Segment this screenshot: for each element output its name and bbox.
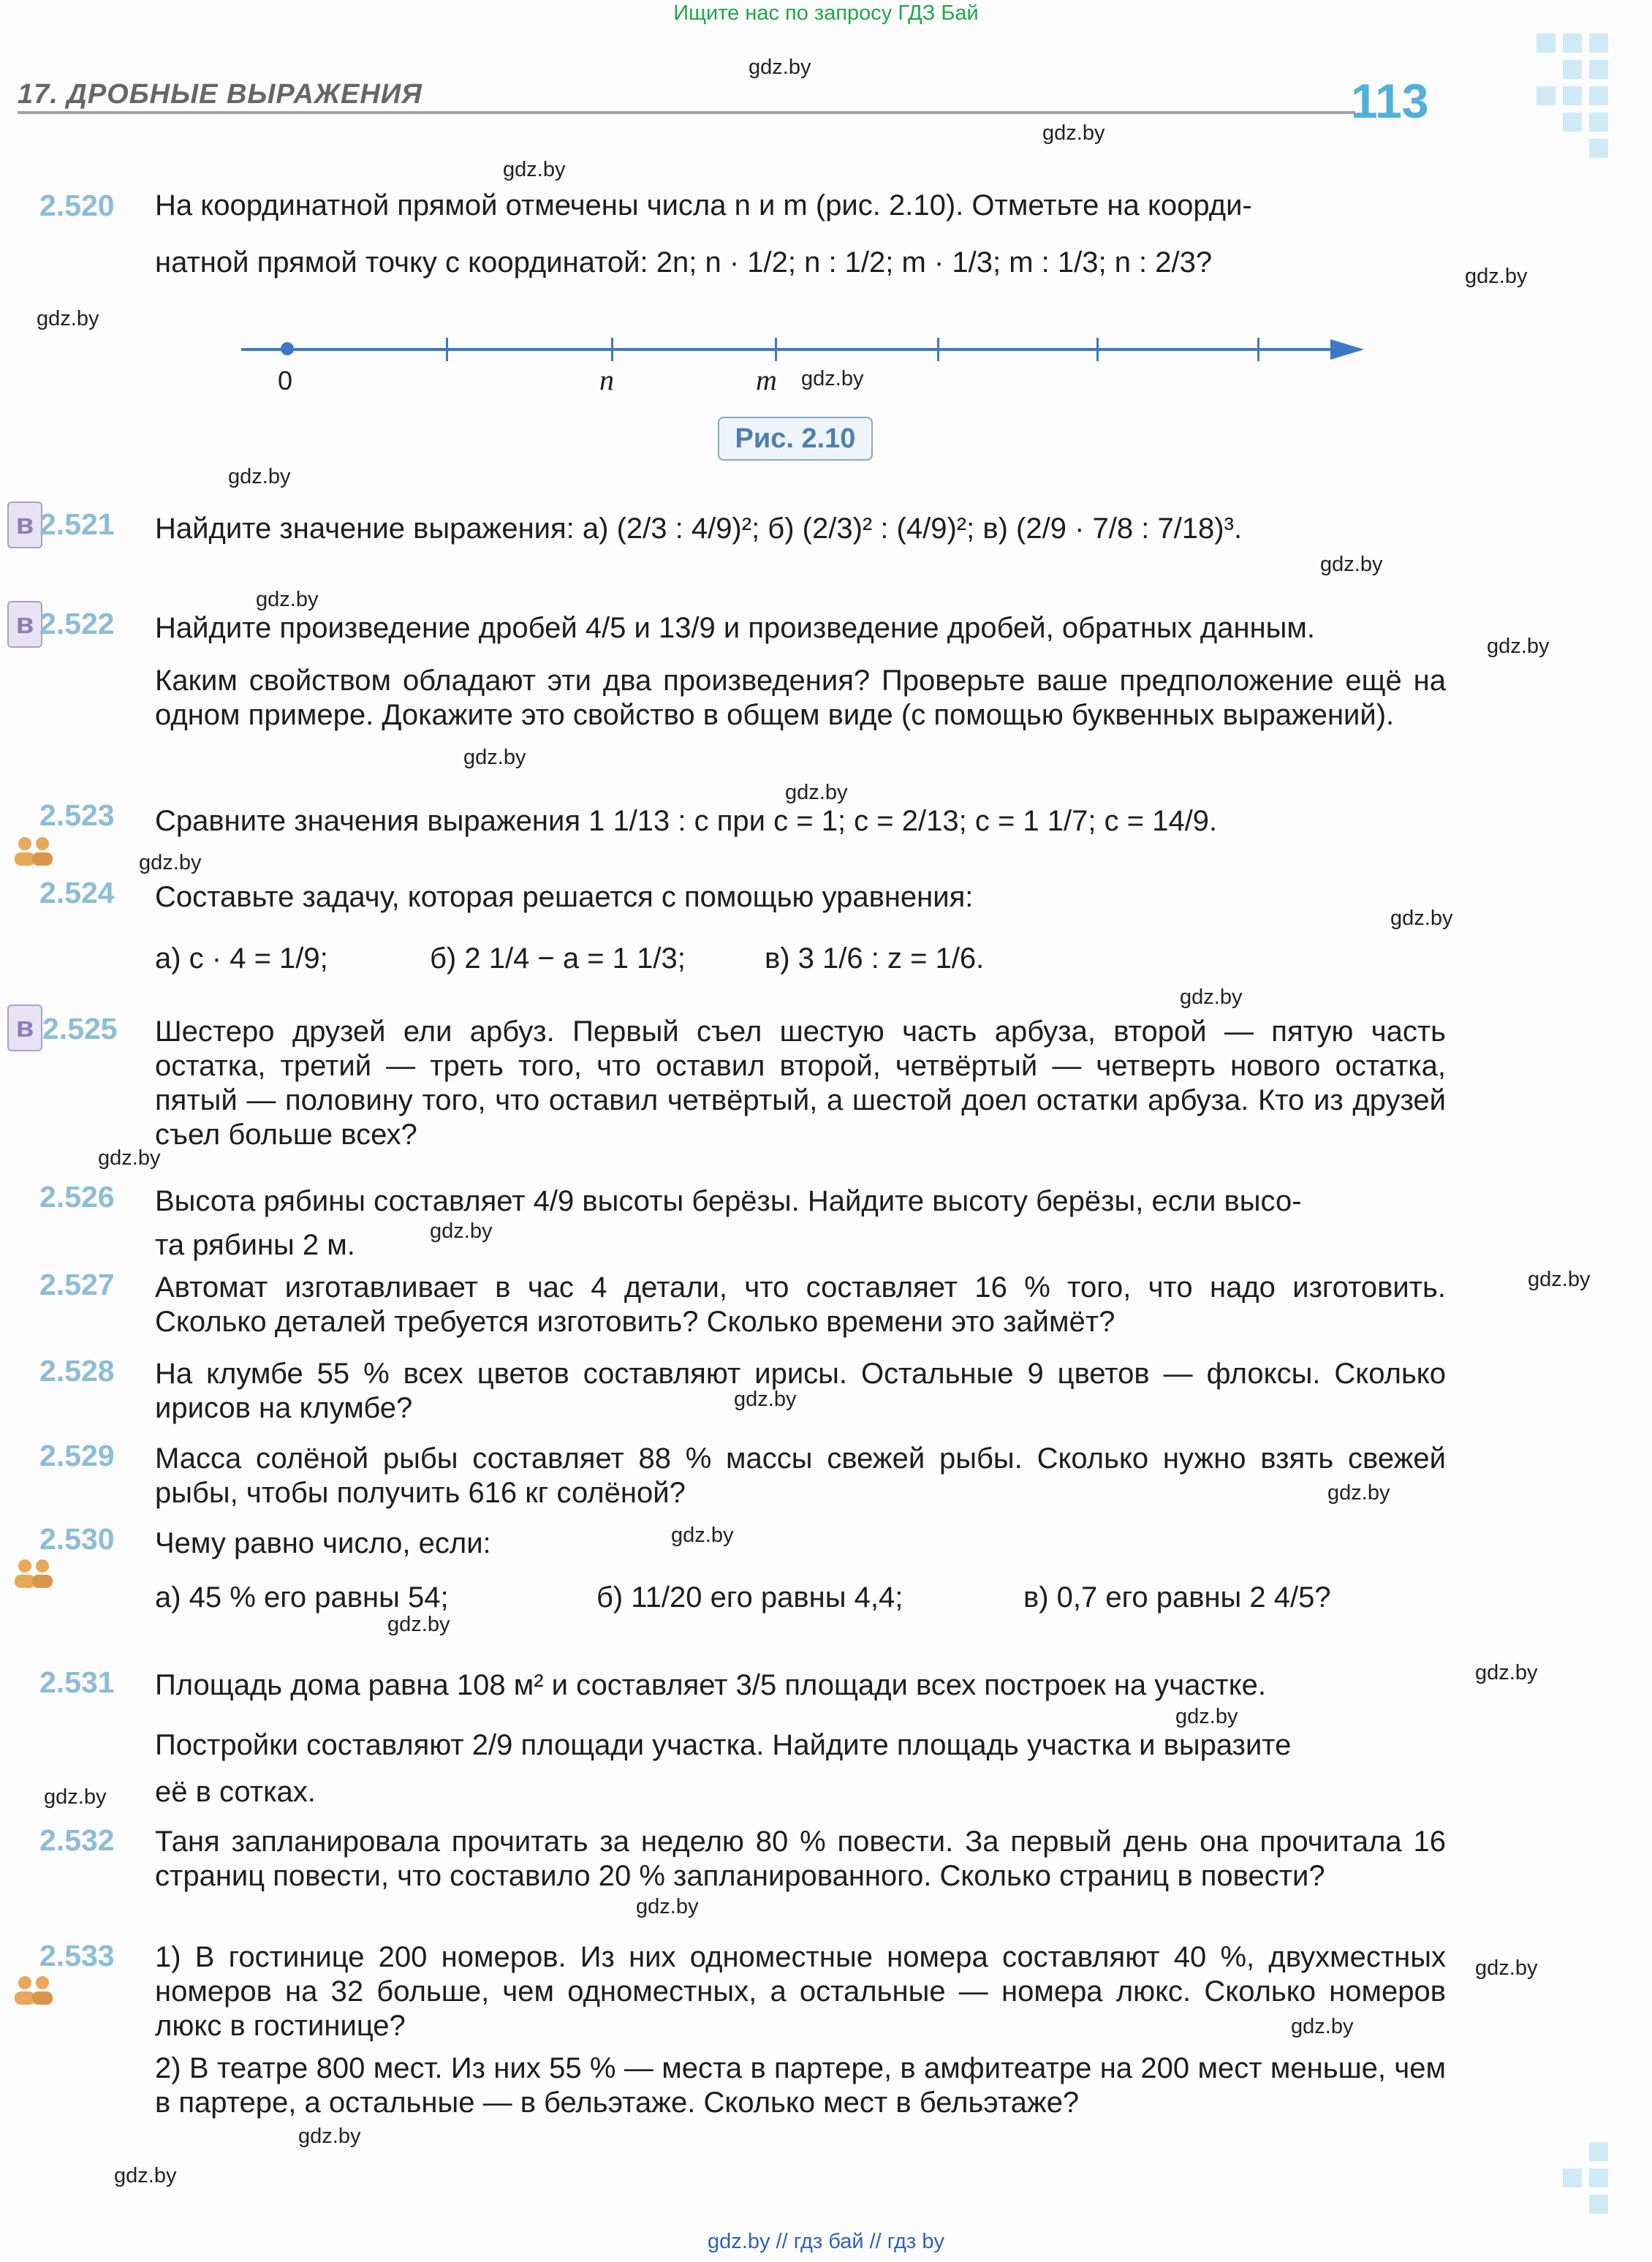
problem-2532-text: Таня запланировала прочитать за неделю 80 % повести. За первый день она прочитала 16 страниц повести, что составило 20 % запланированного. Сколько страниц в повести? — [155, 1826, 1446, 1892]
problem-2533-part2: 2) В театре 800 мест. Из них 55 % — места в партере, в амфитеатре на 200 мест меньше, чем в партере, а остальные — в бельэтаже. Сколько мест в бельэтаже? — [155, 2052, 1446, 2119]
watermark: gdz.by — [256, 588, 319, 611]
axis-tick — [937, 338, 939, 361]
label-n: n — [599, 363, 614, 396]
bookmark-icon: в — [7, 502, 42, 548]
problem-2522-line1: Найдите произведение дробей 4/5 и 13/9 и произведение дробей, обратных данным. — [155, 612, 1316, 644]
problem-2523-text: Сравните значения выражения 1 1/13 : c при c = 1; c = 2/13; c = 1 1/7; c = 14/9. — [155, 805, 1218, 837]
header-divider — [18, 111, 1355, 114]
watermark: gdz.by — [785, 781, 848, 804]
watermark: gdz.by — [228, 465, 291, 488]
watermark: gdz.by — [139, 851, 202, 874]
problem-2530-b: б) 11/20 его равны 4,4; — [596, 1581, 903, 1614]
pair-work-icon — [10, 1974, 57, 2006]
problem-number: 2.523 — [39, 798, 115, 832]
watermark: gdz.by — [114, 2164, 177, 2187]
axis-tick — [446, 338, 448, 361]
problem-2524-c: в) 3 1/6 : z = 1/6. — [765, 942, 985, 975]
problem-number: 2.521 — [39, 507, 115, 541]
watermark: gdz.by — [44, 1785, 107, 1809]
section-title: 17. ДРОБНЫЕ ВЫРАЖЕНИЯ — [18, 79, 423, 110]
watermark: gdz.by — [1180, 986, 1243, 1009]
number-line-axis — [241, 348, 1330, 351]
problem-2521-text: Найдите значение выражения: а) (2/3 : 4/9)²; б) (2/3)² : (4/9)²; в) (2/9 · 7/8 : 7/18)³. — [155, 512, 1243, 545]
problem-2529-text: Масса солёной рыбы составляет 88 % массы свежей рыбы. Сколько нужно взять свежей рыбы, чтобы получить 616 кг солёной? — [155, 1442, 1446, 1509]
problem-number: 2.532 — [39, 1823, 115, 1857]
watermark: gdz.by — [734, 1388, 797, 1411]
problem-number: 2.520 — [39, 189, 115, 222]
problem-2522-rest: Каким свойством обладают эти два произведения? Проверьте ваше предположение ещё на одном примере. Докажите это свойство в общем виде (с помощью буквенных выражений). — [155, 665, 1446, 731]
watermark: gdz.by — [1390, 907, 1453, 930]
watermark: gdz.by — [749, 56, 811, 79]
problem-number: 2.533 — [39, 1939, 115, 1972]
watermark: gdz.by — [1528, 1268, 1591, 1291]
origin-point — [281, 342, 294, 355]
problem-number: 2.530 — [39, 1522, 115, 1556]
watermark: gdz.by — [430, 1219, 493, 1243]
problem-2533-part1: 1) В гостинице 200 номеров. Из них одноместные номера составляют 40 %, двухместных номеров на 32 больше, чем одноместных, а остальные — номера люкс. Сколько номеров люкс в гостинице? — [155, 1941, 1446, 2042]
problem-number: 2.529 — [39, 1439, 115, 1472]
problem-number: 2.528 — [39, 1354, 115, 1388]
watermark: gdz.by — [1320, 553, 1383, 576]
watermark: gdz.by — [298, 2125, 361, 2148]
watermark: gdz.by — [37, 307, 99, 330]
top-banner: Ищите нас по запросу ГДЗ Бай — [673, 1, 979, 25]
watermark: gdz.by — [387, 1613, 450, 1636]
problem-2526-line1: Высота рябины составляет 4/9 высоты берёзы. Найдите высоту берёзы, если высо- — [155, 1185, 1302, 1217]
problem-number: 2.531 — [39, 1665, 115, 1699]
problem-number: 2.522 — [39, 607, 115, 640]
page-number: 113 — [1351, 74, 1429, 128]
watermark: gdz.by — [1465, 265, 1528, 288]
watermark: gdz.by — [671, 1524, 734, 1547]
problem-2526-line2: та рябины 2 м. — [155, 1229, 355, 1261]
watermark: gdz.by — [1042, 121, 1105, 145]
problem-number: 2.526 — [39, 1180, 115, 1214]
problem-2524-line1: Составьте задачу, которая решается с помощью уравнения: — [155, 881, 974, 913]
label-zero: 0 — [278, 366, 293, 396]
watermark: gdz.by — [636, 1895, 699, 1918]
watermark: gdz.by — [1475, 1956, 1538, 1980]
problem-2531-line2: Постройки составляют 2/9 площади участка. Найдите площадь участка и выразите — [155, 1729, 1292, 1761]
watermark: gdz.by — [1475, 1661, 1538, 1684]
problem-number: 2.524 — [39, 876, 115, 909]
figure-caption: Рис. 2.10 — [718, 417, 873, 461]
watermark: gdz.by — [98, 1146, 161, 1170]
problem-2530-a: а) 45 % его равны 54; — [155, 1581, 449, 1614]
bookmark-icon: в — [7, 1005, 42, 1051]
pair-work-icon — [10, 1557, 57, 1589]
problem-2520-line2: натной прямой точку с координатой: 2n; n · 1/2; n : 1/2; m · 1/3; m : 1/3; n : 2/3? — [155, 246, 1213, 279]
problem-2527-text: Автомат изготавливает в час 4 детали, что составляет 16 % того, что надо изготовить. Сколько деталей требуется изготовить? Сколько времени это займёт? — [155, 1271, 1446, 1338]
watermark: gdz.by — [801, 367, 864, 390]
pair-work-icon — [10, 835, 57, 867]
arrow-icon — [1330, 339, 1364, 360]
axis-tick — [1257, 338, 1259, 361]
watermark: gdz.by — [503, 158, 566, 181]
problem-2531-line1: Площадь дома равна 108 м² и составляет 3/5 площади всех построек на участке. — [155, 1669, 1266, 1701]
watermark: gdz.by — [1291, 2015, 1354, 2038]
problem-2530-line1: Чему равно число, если: — [155, 1527, 491, 1559]
footer-links[interactable]: gdz.by // гдз бай // гдз by — [708, 2230, 944, 2253]
problem-2524-b: б) 2 1/4 − a = 1 1/3; — [430, 942, 686, 975]
label-m: m — [756, 363, 777, 396]
problem-2520-line1: На координатной прямой отмечены числа n и m (рис. 2.10). Отметьте на коорди- — [155, 189, 1252, 222]
axis-tick — [1096, 338, 1099, 361]
problem-number: 2.527 — [39, 1268, 115, 1301]
watermark: gdz.by — [1327, 1481, 1390, 1505]
problem-2525-text: Шестеро друзей ели арбуз. Первый съел шестую часть арбуза, второй — пятую часть остатка, третий — треть того, что оставил второй, четвёртый — четверть нового остатка, пятый — половину того, что оставил четвёртый, а шестой доел остатки арбуза. Кто из друзей съел больше всех? — [155, 1015, 1446, 1151]
axis-tick — [775, 338, 777, 361]
problem-2530-c: в) 0,7 его равны 2 4/5? — [1023, 1581, 1331, 1614]
problem-2531-line3: её в сотках. — [155, 1776, 316, 1808]
problem-2528-text: На клумбе 55 % всех цветов составляют ирисы. Остальные 9 цветов — флоксы. Сколько ирисов на клумбе? — [155, 1358, 1446, 1424]
bookmark-icon: в — [7, 601, 42, 648]
watermark: gdz.by — [463, 746, 526, 769]
watermark: gdz.by — [1487, 635, 1550, 658]
problem-2524-a: а) c · 4 = 1/9; — [155, 942, 328, 975]
watermark: gdz.by — [1175, 1705, 1238, 1728]
problem-number: 2.525 — [42, 1012, 118, 1045]
axis-tick — [611, 338, 613, 361]
